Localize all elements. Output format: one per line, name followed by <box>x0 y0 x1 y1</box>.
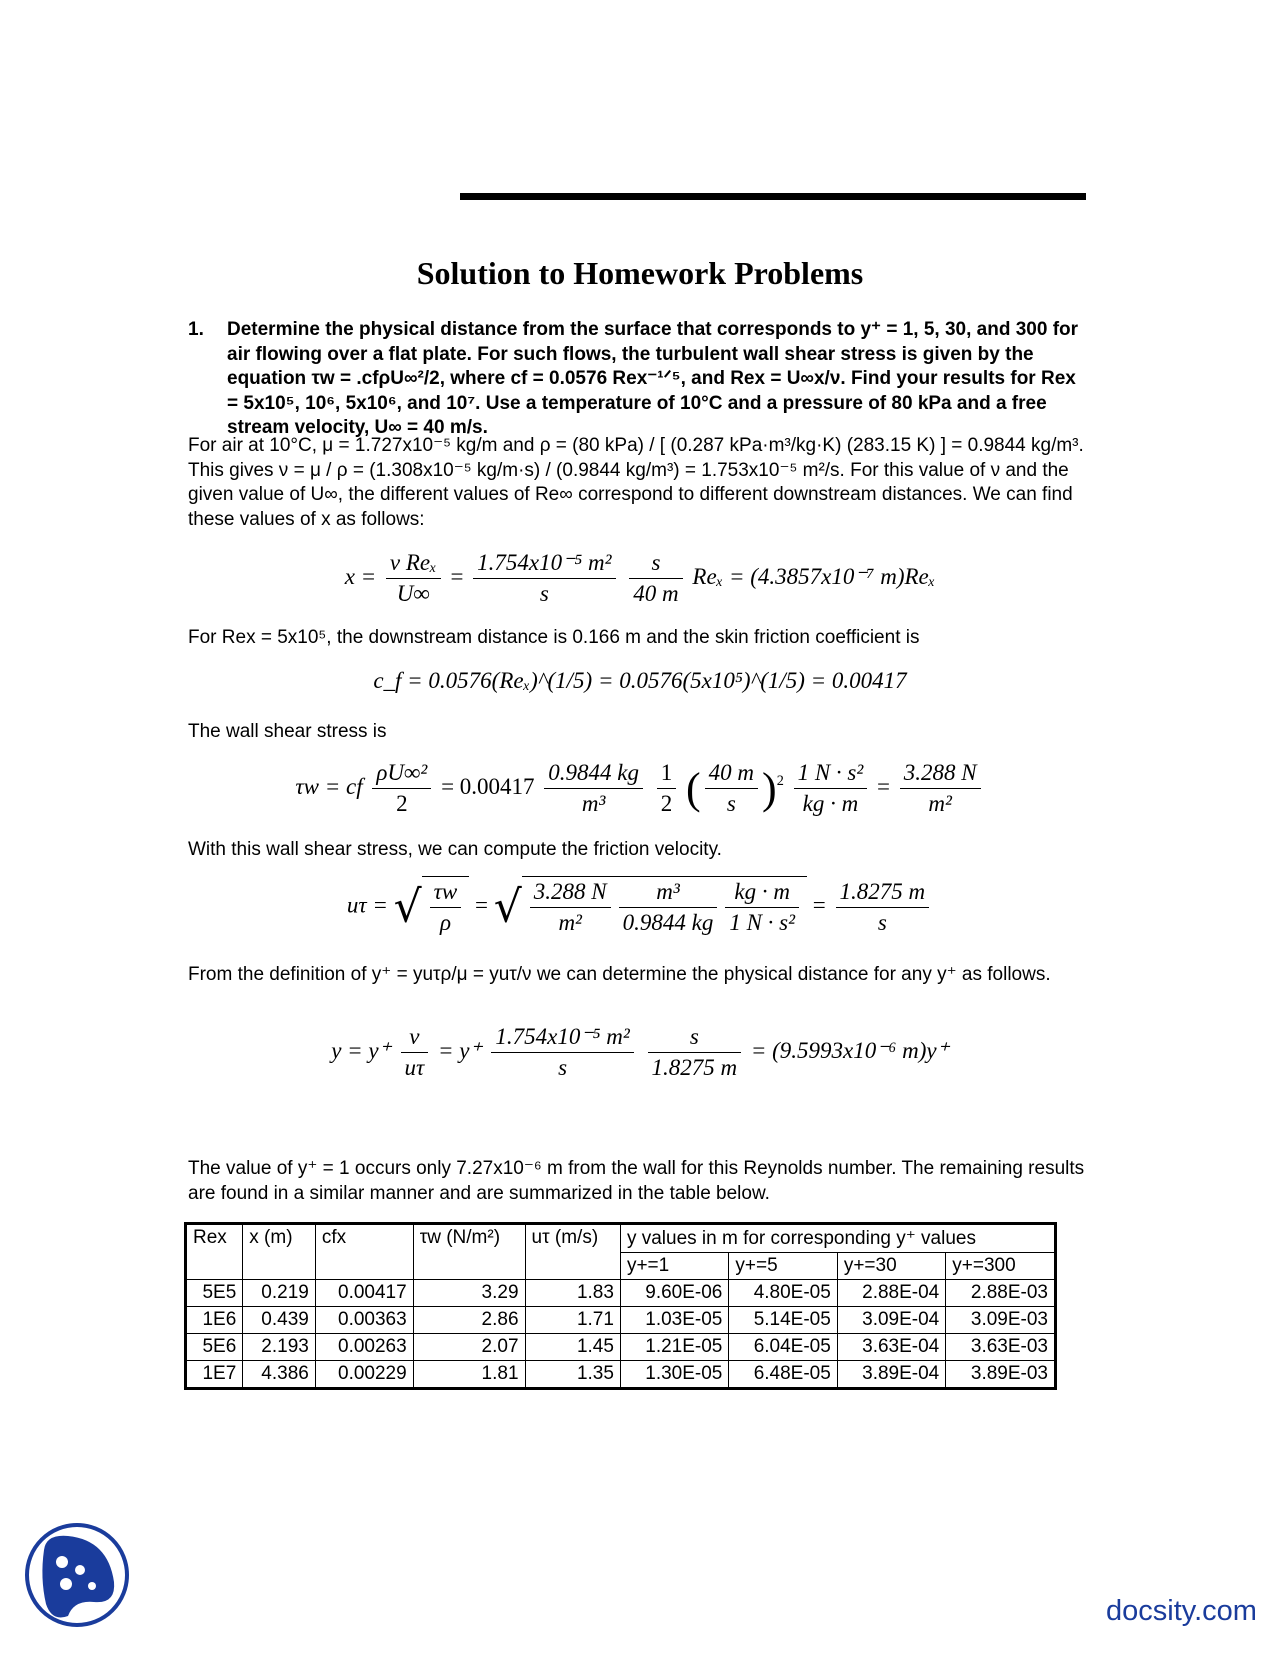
eq4-lhs: uτ = <box>346 892 388 918</box>
eq3-lhs: τw = cf <box>295 773 363 799</box>
paragraph-summary: The value of y⁺ = 1 occurs only 7.27x10⁻⁶ m from the wall for this Reynolds number. The remaining results are found in a similar manner and are summarized in the table below. <box>188 1158 1085 1204</box>
table-cell: 3.89E-03 <box>946 1361 1056 1389</box>
table-cell: 6.48E-05 <box>729 1361 837 1389</box>
table-cell: 3.63E-04 <box>837 1334 945 1361</box>
eq3-frac5: $\frac{\text{1 N · s²}}{kg \cdot m}$ <box>794 758 868 819</box>
table-cell: 0.439 <box>243 1307 316 1334</box>
equation-tau-w: τw = cf $\frac{\text{ρU∞²}}{2}$ = 0.00417 $\frac{0.9844 kg}{\text{m³}}$ $\frac{1}{2}$ ( $\frac{40 m}{s}$ )$^2$ $\frac{\text{1 N · s²}}{kg \cdot m}$ = $\frac{3.288 N}{\text{m²}}$ <box>0 758 1280 819</box>
equation-x: x = $\frac{\text{ν Reₓ}}{U\infty}$ = $\frac{\text{1.754x10⁻⁵ m²}}{s}$ $\frac{s}{40 m}$ Reₓ = (4.3857x10⁻⁷ m)Reₓ <box>0 548 1280 609</box>
table-cell: 3.89E-04 <box>837 1361 945 1389</box>
table-row <box>186 1307 1056 1334</box>
table-cell: 1.21E-05 <box>620 1334 728 1361</box>
table-cell: 9.60E-06 <box>620 1280 728 1307</box>
table-cell: 3.09E-04 <box>837 1307 945 1334</box>
eq4-frac3: $\frac{\text{m³}}{0.9844 kg}$ <box>619 877 718 938</box>
paragraph-friction-velocity: With this wall shear stress, we can compute the friction velocity. <box>188 839 722 860</box>
table-cell: 2.07 <box>413 1334 525 1361</box>
col-header-rex: Rex <box>186 1224 243 1280</box>
docsity-brand-link[interactable]: docsity.com <box>1106 1595 1257 1627</box>
problem-statement <box>188 318 1088 441</box>
table-cell: 0.219 <box>243 1280 316 1307</box>
paragraph-wall-shear: The wall shear stress is <box>188 721 387 742</box>
table-cell: 0.00263 <box>315 1334 413 1361</box>
table-cell: 1.30E-05 <box>620 1361 728 1389</box>
eq5-lhs: y = y⁺ <box>331 1037 391 1063</box>
equation-u-tau: uτ = √ $\frac{\tau w}{\rho}$ = √ $\frac{3.288 N}{\text{m²}}$ $\frac{\text{m³}}{0.9844 kg}$ $\frac{kg \cdot m}{\text{1 N · s²}}$ = $\frac{1.8275 m}{s}$ <box>0 876 1280 938</box>
table-cell: 5E5 <box>186 1280 243 1307</box>
table-cell: 1E7 <box>186 1361 243 1389</box>
eq3-frac2: $\frac{0.9844 kg}{\text{m³}}$ <box>544 758 643 819</box>
header-rule <box>460 193 1086 200</box>
col-header-cfx: cfx <box>315 1224 413 1280</box>
page-title: Solution to Homework Problems <box>416 255 864 291</box>
problem-number: 1. <box>188 319 204 340</box>
eq3-mid: = 0.00417 <box>441 773 535 799</box>
eq1-frac1: $\frac{\text{ν Reₓ}}{U\infty}$ <box>386 548 441 609</box>
subheader-y300: y+=300 <box>946 1253 1056 1280</box>
table-cell: 1.83 <box>525 1280 620 1307</box>
subheader-y30: y+=30 <box>837 1253 945 1280</box>
table-cell: 5.14E-05 <box>729 1307 837 1334</box>
col-header-x: x (m) <box>243 1224 316 1280</box>
table-cell: 0.00229 <box>315 1361 413 1389</box>
table-cell: 3.29 <box>413 1280 525 1307</box>
table-row <box>186 1280 1056 1307</box>
eq1-frac3: $\frac{s}{40 m}$ <box>629 548 682 609</box>
table-cell: 3.09E-03 <box>946 1307 1056 1334</box>
table-cell: 1.81 <box>413 1361 525 1389</box>
paragraph-air-properties: For air at 10°C, μ = 1.727x10⁻⁵ kg/m and ρ = (80 kPa) / [ (0.287 kPa·m³/kg·K) (283.15 K) ] = 0.9844 kg/m³. This gives ν = μ / ρ = (1.308x10⁻⁵ kg/m·s) / (0.9844 kg/m³) = 1.753x10⁻⁵ m²/s. For this value of ν and the given value of U∞, the different values of Re∞ correspond to different downstream distances. We can find these values of x as follows: <box>188 435 1084 530</box>
eq5-tail: = (9.5993x10⁻⁶ m)y⁺ <box>750 1037 949 1063</box>
docsity-logo-icon[interactable] <box>22 1520 132 1630</box>
eq4-frac5: $\frac{1.8275 m}{s}$ <box>836 877 930 938</box>
eq5-frac2: $\frac{\text{1.754x10⁻⁵ m²}}{s}$ <box>491 1022 633 1083</box>
eq4-frac1: $\frac{\tau w}{\rho}$ <box>430 877 462 938</box>
table-cell: 1E6 <box>186 1307 243 1334</box>
table-cell: 2.88E-04 <box>837 1280 945 1307</box>
eq4-frac4: $\frac{kg \cdot m}{\text{1 N · s²}}$ <box>725 877 799 938</box>
eq3-frac6: $\frac{3.288 N}{\text{m²}}$ <box>900 758 981 819</box>
table-cell: 1.35 <box>525 1361 620 1389</box>
table-cell: 0.00363 <box>315 1307 413 1334</box>
eq4-frac2: $\frac{3.288 N}{\text{m²}}$ <box>530 877 611 938</box>
table-row <box>186 1361 1056 1389</box>
results-table <box>184 1222 1057 1390</box>
table-cell: 1.71 <box>525 1307 620 1334</box>
problem-text: Determine the physical distance from the surface that corresponds to y⁺ = 1, 5, 30, and 300 for air flowing over a flat plate. For such flows, the turbulent wall shear stress is given by the equation τw = .cfρU∞²/2, where cf = 0.0576 Rex⁻¹ᐟ⁵, and Rex = U∞x/ν. Find your results for Rex = 5x10⁵, 10⁶, 5x10⁶, and 10⁷. Use a temperature of 10°C and a pressure of 80 kPa and a free stream velocity, U∞ = 40 m/s. <box>227 319 1079 438</box>
eq3-frac1: $\frac{\text{ρU∞²}}{2}$ <box>372 758 431 819</box>
col-header-u-tau: uτ (m/s) <box>525 1224 620 1280</box>
equation-y <box>0 1022 1280 1083</box>
table-header-row <box>186 1224 1056 1253</box>
paragraph-yplus-definition: From the definition of y⁺ = yuτρ/μ = yuτ/ν we can determine the physical distance for any y⁺ as follows. <box>188 964 1051 985</box>
subheader-y5: y+=5 <box>729 1253 837 1280</box>
eq3-frac4: $\frac{40 m}{s}$ <box>705 758 758 819</box>
eq3-frac3: $\frac{1}{2}$ <box>657 758 677 819</box>
table-cell: 4.80E-05 <box>729 1280 837 1307</box>
eq1-frac2: $\frac{\text{1.754x10⁻⁵ m²}}{s}$ <box>473 548 615 609</box>
table-cell: 0.00417 <box>315 1280 413 1307</box>
eq1-tail: Reₓ = (4.3857x10⁻⁷ m)Reₓ <box>692 563 936 589</box>
table-row <box>186 1334 1056 1361</box>
table-cell: 1.45 <box>525 1334 620 1361</box>
col-header-tau-w: τw (N/m²) <box>413 1224 525 1280</box>
table-cell: 5E6 <box>186 1334 243 1361</box>
eq5-mid: = y⁺ <box>438 1037 482 1063</box>
subheader-y1: y+=1 <box>620 1253 728 1280</box>
paragraph-skin-friction: For Rex = 5x10⁵, the downstream distance is 0.166 m and the skin friction coefficient is <box>188 627 920 648</box>
table-cell: 4.386 <box>243 1361 316 1389</box>
table-cell: 3.63E-03 <box>946 1334 1056 1361</box>
col-header-y-values: y values in m for corresponding y⁺ values <box>620 1224 1055 1253</box>
eq5-frac3: $\frac{s}{1.8275 m}$ <box>648 1022 742 1083</box>
equation-cf: c_f = 0.0576(Reₓ)^(1/5) = 0.0576(5x10⁵)^(1/5) = 0.00417 <box>373 668 907 693</box>
eq5-frac1: $\frac{\nu}{u\tau}$ <box>401 1022 429 1083</box>
table-cell: 2.86 <box>413 1307 525 1334</box>
table-cell: 2.88E-03 <box>946 1280 1056 1307</box>
table-cell: 6.04E-05 <box>729 1334 837 1361</box>
table-cell: 2.193 <box>243 1334 316 1361</box>
table-cell: 1.03E-05 <box>620 1307 728 1334</box>
eq1-lhs: x = <box>344 563 377 589</box>
